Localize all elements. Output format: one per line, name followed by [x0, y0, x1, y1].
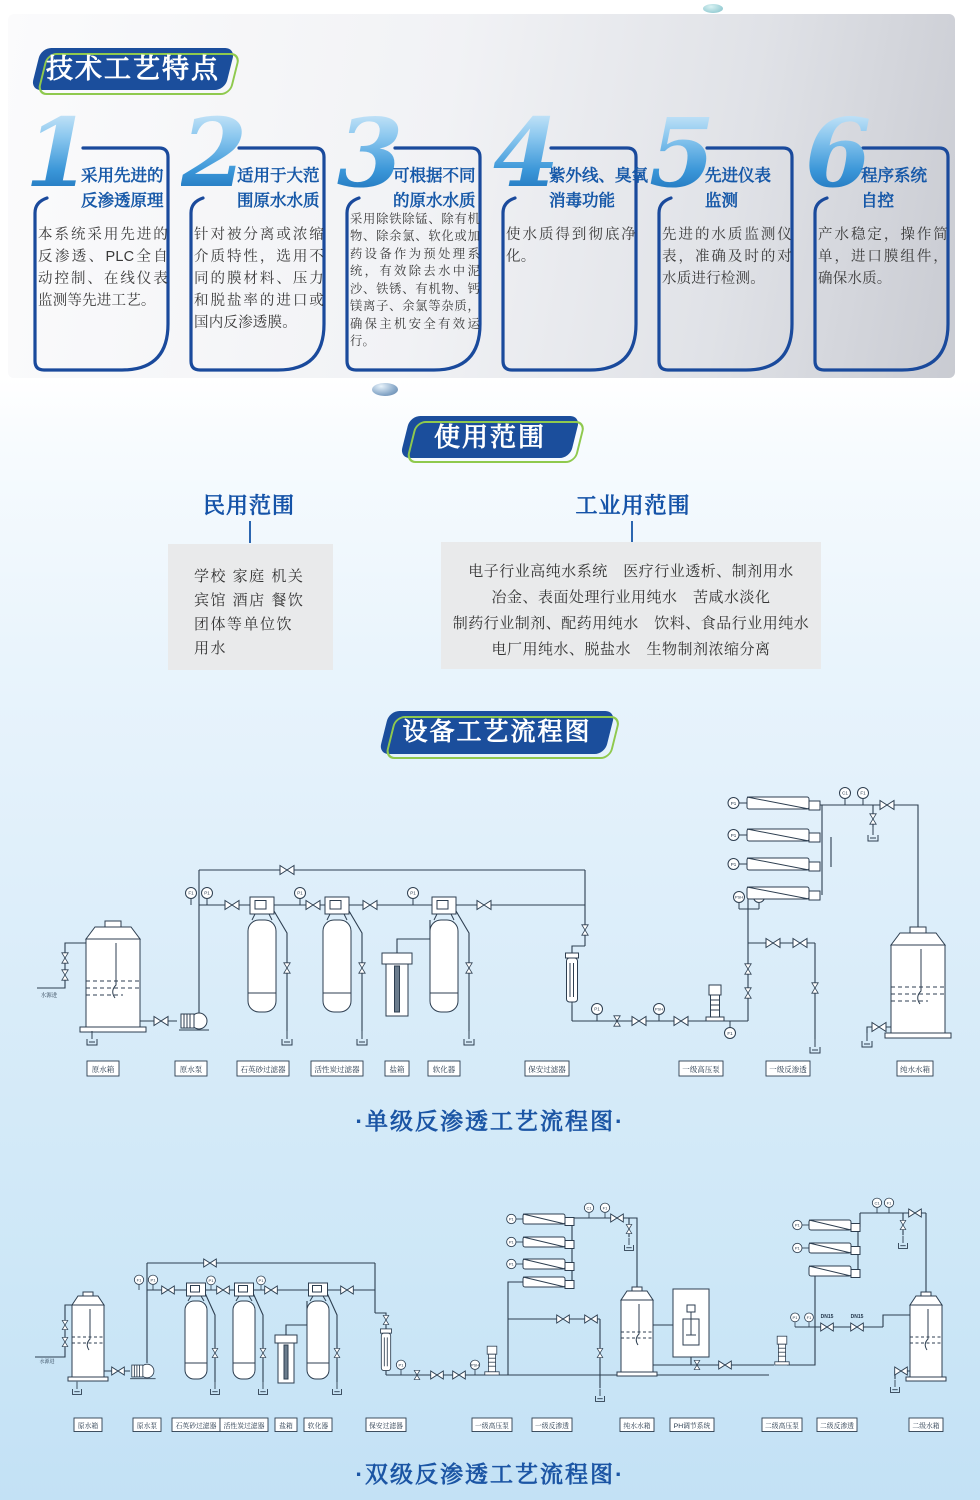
svg-text:P1: P1: [730, 861, 737, 867]
first-stage-hp-pump: [706, 985, 724, 1021]
first-stage-hp-pump: [485, 1346, 499, 1375]
svg-text:原水箱: 原水箱: [91, 1064, 115, 1074]
equipment-label: [275, 1418, 297, 1432]
features-section-title: 技术工艺特点: [46, 54, 220, 84]
svg-text:C1: C1: [586, 1205, 592, 1211]
security-filter: [566, 953, 579, 1005]
svg-text:P1: P1: [730, 800, 737, 806]
activated-carbon-filter: [323, 897, 351, 1012]
equipment-label: [909, 1418, 943, 1432]
quartz-sand-filter: [185, 1283, 207, 1379]
equipment-label: [366, 1418, 406, 1432]
single-stage-ro-flow-diagram: [25, 783, 955, 1088]
raw-water-pump: [179, 1013, 209, 1030]
second-stage-ro-membranes: [809, 1220, 860, 1278]
first-stage-ro-membranes: [747, 797, 820, 900]
svg-text:原水泵: 原水泵: [136, 1422, 158, 1430]
water-numeral-3: 3: [337, 98, 404, 209]
second-stage-water-tank: [906, 1292, 946, 1381]
feature-body: 使水质得到彻底净化。: [506, 227, 636, 266]
svg-text:P1: P1: [150, 1277, 156, 1283]
second-stage-hp-pump: [775, 1336, 789, 1365]
svg-text:活性炭过滤器: 活性炭过滤器: [223, 1422, 265, 1430]
feature-card-1: [25, 98, 175, 380]
feature-card-6: [805, 98, 955, 380]
svg-text:纯水水箱: 纯水水箱: [900, 1064, 930, 1074]
svg-text:一级反渗透: 一级反渗透: [769, 1064, 807, 1074]
equipment-label: [817, 1418, 857, 1432]
equipment-label: [311, 1061, 363, 1076]
svg-text:F1: F1: [806, 1315, 812, 1320]
svg-text:保安过滤器: 保安过滤器: [369, 1422, 403, 1430]
svg-text:二级水箱: 二级水箱: [912, 1422, 940, 1430]
svg-text:P1: P1: [792, 1315, 798, 1320]
feed-label: 水源进: [39, 1359, 55, 1365]
svg-text:PH调节系统: PH调节系统: [673, 1422, 711, 1430]
civil-usage-heading: 民用范围: [203, 493, 296, 518]
equipment-label: [74, 1418, 102, 1432]
industrial-line: 电厂用纯水、脱盐水 生物制剂浓缩分离: [491, 641, 771, 658]
industrial-line: 电子行业高纯水系统 医疗行业透析、制剂用水: [468, 563, 794, 580]
svg-text:P1: P1: [794, 1222, 800, 1228]
feed-label: 水源进: [40, 993, 58, 999]
flow-section-badge: [379, 711, 616, 754]
first-stage-ro-membranes: [523, 1214, 574, 1289]
feature-body: 采用除铁除锰、除有机物、除余氯、软化或加药设备作为预处理系统，有效除去水中泥沙、铁锈、有机物、钙镁离子、余氯等杂质，确保主机安全有效运行。: [350, 212, 480, 349]
activated-carbon-filter: [233, 1283, 255, 1379]
water-numeral-2: 2: [181, 98, 248, 209]
svg-text:P1: P1: [508, 1239, 514, 1245]
civil-line: 用水: [194, 640, 228, 657]
civil-line: 宾馆 酒店 餐饮: [194, 592, 305, 609]
svg-text:活性炭过滤器: 活性炭过滤器: [314, 1064, 360, 1074]
svg-text:盐箱: 盐箱: [279, 1422, 293, 1430]
svg-text:P1: P1: [297, 890, 303, 896]
industrial-connector-line: [631, 521, 633, 543]
svg-text:一级高压泵: 一级高压泵: [682, 1064, 720, 1074]
security-filter: [380, 1329, 391, 1373]
svg-text:一级高压泵: 一级高压泵: [475, 1422, 509, 1430]
salt-tank: [275, 1335, 297, 1383]
double-stage-ro-flow-diagram: [25, 1185, 955, 1443]
svg-text:P1: P1: [594, 1006, 600, 1012]
feature-title: 可根据不同 的原水水质: [393, 167, 476, 210]
diagram2-caption: ·双级反渗透工艺流程图·: [355, 1461, 625, 1487]
feature-body: 产水稳定，操作简单，进口膜组件，确保水质。: [818, 227, 948, 288]
feature-card-3: [337, 98, 487, 380]
features-section: [8, 14, 955, 378]
svg-text:软化器: 软化器: [307, 1422, 329, 1430]
svg-text:F1: F1: [136, 1277, 142, 1283]
equipment-label: [220, 1418, 268, 1432]
svg-text:二级高压泵: 二级高压泵: [765, 1422, 799, 1430]
equipment-label: [385, 1061, 409, 1076]
equipment-label: [679, 1061, 723, 1076]
equipment-label: [133, 1418, 161, 1432]
feature-card-2: [181, 98, 331, 380]
equipment-label: [175, 1061, 207, 1076]
svg-text:一级反渗透: 一级反渗透: [535, 1422, 569, 1430]
svg-text:P1: P1: [398, 1362, 404, 1368]
svg-text:石英砂过滤器: 石英砂过滤器: [175, 1422, 217, 1430]
pure-water-tank: [885, 927, 951, 1038]
feature-title: 程序系统 自控: [861, 167, 927, 210]
equipment-label: [532, 1418, 572, 1432]
svg-text:P1: P1: [730, 832, 737, 838]
svg-text:P1: P1: [204, 890, 210, 896]
svg-text:F1: F1: [188, 890, 194, 896]
civil-line: 团体等单位饮: [194, 616, 294, 633]
svg-text:F1: F1: [727, 1031, 733, 1036]
pure-water-tank: [617, 1287, 657, 1376]
equipment-label: [670, 1418, 714, 1432]
usage-section-title: 使用范围: [433, 422, 546, 452]
svg-text:P1: P1: [208, 1278, 214, 1283]
equipment-label: [87, 1061, 119, 1076]
features-section-badge: [31, 48, 235, 90]
raw-water-tank: [68, 1292, 108, 1381]
water-numeral-5: 5: [649, 98, 716, 209]
industrial-usage-heading: 工业用范围: [575, 493, 691, 518]
dn15-label: DN15: [820, 1314, 834, 1320]
equipment-label: [472, 1418, 512, 1432]
svg-text:原水箱: 原水箱: [77, 1422, 99, 1430]
water-numeral-6: 6: [805, 98, 872, 209]
industrial-line: 冶金、表面处理行业用纯水 苦咸水淡化: [491, 589, 771, 606]
water-speck-decoration: [703, 4, 723, 13]
svg-text:二级反渗透: 二级反渗透: [820, 1422, 854, 1430]
flow-section-title: 设备工艺流程图: [402, 718, 592, 746]
civil-connector-line: [249, 521, 251, 543]
svg-text:P1: P1: [794, 1245, 800, 1251]
svg-text:P1: P1: [410, 890, 416, 896]
industrial-usage-box: [441, 542, 821, 669]
svg-text:P1: P1: [258, 1278, 264, 1283]
svg-text:F1: F1: [602, 1205, 608, 1211]
civil-usage-box: [168, 544, 333, 670]
svg-text:C1: C1: [842, 790, 848, 796]
svg-text:P1: P1: [508, 1216, 514, 1222]
feature-title: 先进仪表 监测: [705, 167, 771, 210]
softener: [430, 897, 458, 1012]
ph-adjust-system: [673, 1289, 709, 1357]
svg-text:盐箱: 盐箱: [389, 1064, 405, 1074]
equipment-label: [525, 1061, 569, 1076]
feature-title: 适用于大范 围原水水质: [237, 167, 320, 210]
svg-text:纯水水箱: 纯水水箱: [623, 1422, 651, 1430]
equipment-label: [897, 1061, 933, 1076]
svg-text:保安过滤器: 保安过滤器: [528, 1064, 566, 1074]
salt-tank: [382, 953, 412, 1016]
feature-card-4: [493, 98, 648, 380]
svg-text:PSH: PSH: [470, 1362, 480, 1368]
svg-text:原水泵: 原水泵: [179, 1064, 203, 1074]
feature-body: 先进的水质监测仪表，准确及时的对水质进行检测。: [662, 227, 792, 288]
equipment-label: [620, 1418, 654, 1432]
dn15-label: DN15: [850, 1314, 864, 1320]
feature-body: 本系统采用先进的反渗透、PLC全自动控制、在线仪表监测等先进工艺。: [38, 227, 168, 310]
svg-text:PSH: PSH: [734, 894, 744, 900]
equipment-label: [762, 1418, 802, 1432]
industrial-line: 制药行业制剂、配药用纯水 饮料、食品行业用纯水: [452, 615, 810, 632]
equipment-label: [766, 1061, 810, 1076]
feature-body: 针对被分离或浓缩介质特性，选用不同的膜材料、压力和脱盐率的进口或国内反渗透膜。: [194, 227, 324, 332]
diagram1-caption: ·单级反渗透工艺流程图·: [355, 1108, 625, 1134]
svg-text:石英砂过滤器: 石英砂过滤器: [240, 1064, 286, 1074]
equipment-label: [304, 1418, 332, 1432]
feature-title: 紫外线、臭氧 消毒功能: [549, 167, 648, 210]
water-numeral-4: 4: [493, 98, 560, 209]
svg-text:软化器: 软化器: [432, 1064, 456, 1074]
feature-title: 采用先进的 反渗透原理: [81, 167, 164, 210]
equipment-label: [237, 1061, 289, 1076]
usage-section-badge: [400, 416, 580, 458]
civil-line: 学校 家庭 机关: [194, 568, 305, 585]
svg-text:C1: C1: [874, 1200, 880, 1206]
raw-water-pump: [130, 1364, 156, 1378]
raw-water-tank: [80, 921, 146, 1032]
feature-list: [25, 98, 955, 380]
water-drop-decoration: [372, 383, 398, 396]
equipment-label: [428, 1061, 460, 1076]
svg-text:F1: F1: [860, 790, 866, 796]
softener: [307, 1283, 329, 1379]
quartz-sand-filter: [248, 897, 276, 1012]
svg-text:PSH: PSH: [654, 1006, 664, 1012]
water-numeral-1: 1: [25, 98, 92, 209]
svg-text:F1: F1: [886, 1200, 892, 1206]
feature-card-5: [649, 98, 799, 380]
svg-text:P1: P1: [508, 1261, 514, 1267]
equipment-label: [172, 1418, 220, 1432]
